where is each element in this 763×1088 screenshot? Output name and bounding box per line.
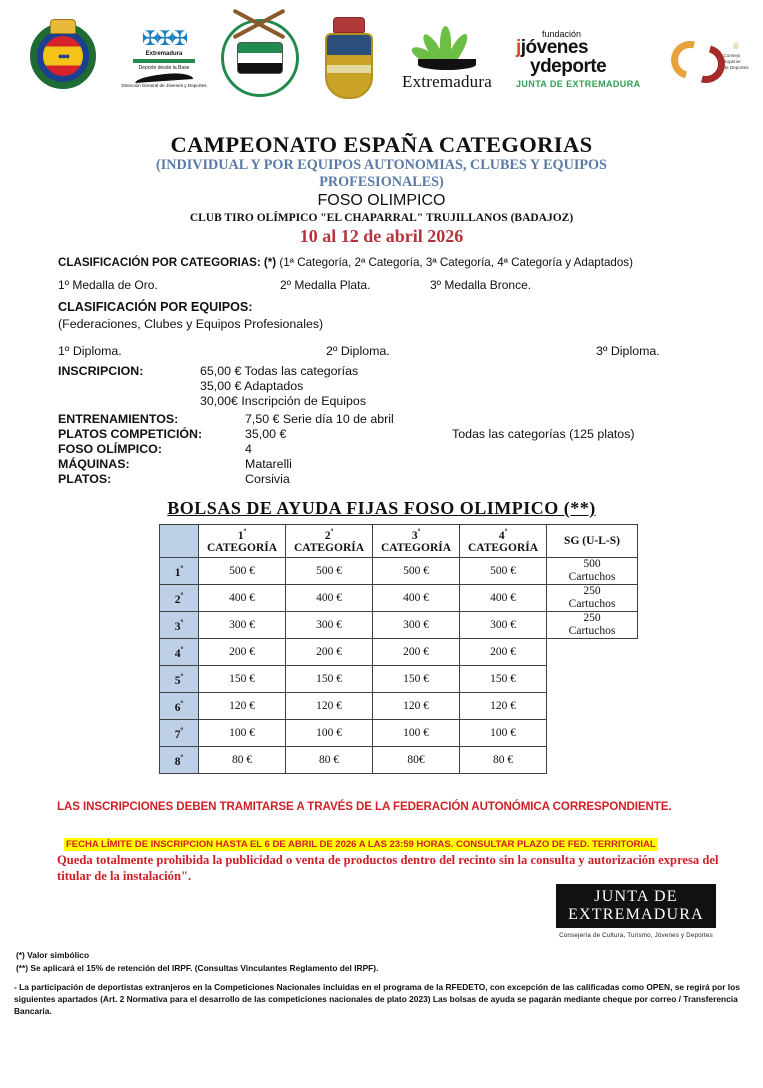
platos-competicion-note: Todas las categorías (125 platos) xyxy=(452,427,635,441)
dgd-line2: Deporte desde la Base xyxy=(138,65,190,72)
column-header-sg: SG (U-L-S) xyxy=(547,525,638,558)
prize-cell: 100 € xyxy=(373,720,460,747)
prize-cell: 80 € xyxy=(199,747,286,774)
row-position: $1^º$ xyxy=(160,558,199,585)
diplomas-row xyxy=(58,344,698,358)
prize-cell: 80 € xyxy=(286,747,373,774)
venue-title: CLUB TIRO OLÍMPICO "EL CHAPARRAL" TRUJILLANOS (BADAJOZ) xyxy=(189,212,574,224)
table-row xyxy=(160,747,638,774)
csd-swirl-icon xyxy=(671,39,717,73)
sg-cell-empty xyxy=(547,639,638,666)
foso-olimpico-value: 4 xyxy=(245,442,252,456)
prize-cell: 400 € xyxy=(199,585,286,612)
table-header-row xyxy=(160,525,638,558)
prize-cell: 500 € xyxy=(373,558,460,585)
footnote-3: - La participación de deportistas extranjeros en la Competiciones Nacionales incluidas en el programa de la RFEDETO, con excepción de las calificadas como OPEN, se regirá por los siguientes apartados (Art. 2 Normativa para el desarrollo de las competiciones nacionales de plato 2023) Las bolsas de ayuda se pagarán mediante cheque por correo / Transferencia Bancaria. xyxy=(14,982,740,1017)
extremadura-label: Extremadura xyxy=(402,72,492,91)
entrenamientos-value: 7,50 € Serie día 10 de abril xyxy=(245,412,394,426)
prize-cell: 400 € xyxy=(286,585,373,612)
row-position: $3^º$ xyxy=(160,612,199,639)
prize-cell: 150 € xyxy=(460,666,547,693)
inscripcion-value-1: 65,00 € Todas las categorías xyxy=(200,364,359,378)
fjd-line2: jjóvenes xyxy=(516,37,589,59)
table-row xyxy=(160,693,638,720)
table-row xyxy=(160,720,638,747)
prize-cell: 100 € xyxy=(286,720,373,747)
comite-olimpico-espanol-logo xyxy=(24,14,102,98)
sg-cell-empty xyxy=(547,666,638,693)
foso-olimpico-label: FOSO OLÍMPICO: xyxy=(58,442,162,456)
inscripcion-label: INSCRIPCION: xyxy=(58,364,144,378)
junta-title: JUNTA DE EXTREMADURA xyxy=(556,884,716,928)
olympic-rings-icon: ●●● xyxy=(57,50,69,61)
row-position: $4^º$ xyxy=(160,639,199,666)
crown-icon xyxy=(50,19,76,34)
table-row xyxy=(160,558,638,585)
diploma-second: 2º Diploma. xyxy=(326,344,390,358)
shield-icon xyxy=(325,33,373,99)
medal-bronze: 3º Medalla Bronce. xyxy=(430,278,532,292)
column-header-3: $3^ª$ CATEGORÍA xyxy=(373,525,460,558)
column-header-1: $1^ª$ CATEGORÍA xyxy=(199,525,286,558)
fjd-line3: ydeporte xyxy=(530,55,607,77)
prize-cell: 150 € xyxy=(373,666,460,693)
platos-value: Corsivia xyxy=(245,472,290,486)
prize-cell: 200 € xyxy=(199,639,286,666)
extremadura-brand-logo xyxy=(388,20,506,98)
club-escudo-logo xyxy=(318,12,380,104)
platos-label: PLATOS: xyxy=(58,472,112,486)
row-position: $2^º$ xyxy=(160,585,199,612)
table-row xyxy=(160,639,638,666)
prize-cell: 100 € xyxy=(460,720,547,747)
bolsas-de-ayuda-table xyxy=(159,524,638,774)
medals-row xyxy=(58,278,698,292)
prize-cell: 400 € xyxy=(460,585,547,612)
federation-notice: LAS INSCRIPCIONES DEBEN TRAMITARSE A TRAVÉS DE LA FEDERACIÓN AUTONÓMICA CORRESPONDIENTE. xyxy=(57,800,672,813)
deadline-highlight: FECHA LÍMITE DE INSCRIPCION HASTA EL 6 DE ABRIL DE 2026 A LAS 23:59 HORAS. CONSULTAR PLAZO DE FED. TERRITORIAL xyxy=(66,839,656,850)
junta-subtitle: Consejería de Cultura, Turismo, Jóvenes y Deportes xyxy=(559,932,713,939)
people-icon: ✠✠✠ xyxy=(141,28,187,51)
table-row xyxy=(160,612,638,639)
table-body xyxy=(160,525,638,774)
green-bar xyxy=(133,59,195,63)
dgd-line1: Extremadura xyxy=(145,51,183,58)
medal-gold: 1º Medalla de Oro. xyxy=(58,278,158,292)
prize-cell: 100 € xyxy=(199,720,286,747)
column-header-4: $4^ª$ CATEGORÍA xyxy=(460,525,547,558)
medal-silver: 2º Medalla Plata. xyxy=(280,278,371,292)
teams-classification-detail: (Federaciones, Clubes y Equipos Profesionales) xyxy=(58,317,324,331)
prize-cell: 80€ xyxy=(373,747,460,774)
table-corner-cell xyxy=(160,525,199,558)
prize-cell: 300 € xyxy=(373,612,460,639)
crown-icon xyxy=(333,17,365,33)
direccion-general-deportes-logo xyxy=(118,16,210,102)
prize-cell: 80 € xyxy=(460,747,547,774)
prize-cell: 120 € xyxy=(373,693,460,720)
row-position: $6^º$ xyxy=(160,693,199,720)
footnote-2: (**) Se aplicará el 15% de retención del IRPF. (Consultas Vinculantes Reglamento del IRPF). xyxy=(16,963,379,973)
prize-cell: 400 € xyxy=(373,585,460,612)
discipline-title: FOSO OLIMPICO xyxy=(317,192,446,209)
prize-cell: 150 € xyxy=(199,666,286,693)
event-dates: 10 al 12 de abril 2026 xyxy=(299,226,464,246)
sg-cell: 500 Cartuchos xyxy=(547,558,638,585)
sg-cell: 250 Cartuchos xyxy=(547,612,638,639)
prize-cell: 300 € xyxy=(460,612,547,639)
leaf-icon xyxy=(416,26,478,68)
fjd-line4: JUNTA DE EXTREMADURA xyxy=(516,78,641,89)
inscripcion-value-2: 35,00 € Adaptados xyxy=(200,379,304,393)
row-position: $7^º$ xyxy=(160,720,199,747)
prize-cell: 500 € xyxy=(460,558,547,585)
swoosh-icon xyxy=(135,72,193,83)
diploma-third: 3º Diploma. xyxy=(596,344,660,358)
prize-cell: 120 € xyxy=(286,693,373,720)
column-header-2: $2^ª$ CATEGORÍA xyxy=(286,525,373,558)
extremadura-flag-icon xyxy=(237,42,283,74)
prize-cell: 300 € xyxy=(199,612,286,639)
prize-cell: 200 € xyxy=(460,639,547,666)
dgd-line3: Dirección General de Jóvenes y Deportes xyxy=(121,83,207,89)
federacion-extremena-tiro-olimpico-logo xyxy=(212,14,308,102)
consejo-superior-deportes-logo xyxy=(662,28,758,84)
categories-label: CLASIFICACIÓN POR CATEGORIAS: (*) xyxy=(58,256,277,269)
sg-cell: 250 Cartuchos xyxy=(547,585,638,612)
csd-text: ♕ Consejo Superior de Deportes xyxy=(723,41,749,70)
sg-cell-empty xyxy=(547,693,638,720)
maquinas-value: Matarelli xyxy=(245,457,292,471)
prize-cell: 120 € xyxy=(199,693,286,720)
spanish-flag-disc-icon xyxy=(43,36,83,76)
fundacion-jovenes-y-deporte-logo xyxy=(516,20,656,98)
platos-competicion-value: 35,00 € xyxy=(245,427,287,441)
row-position: $5^º$ xyxy=(160,666,199,693)
page-title: CAMPEONATO ESPAÑA CATEGORIAS xyxy=(170,132,593,157)
maquinas-label: MÁQUINAS: xyxy=(58,457,130,471)
prize-cell: 500 € xyxy=(286,558,373,585)
teams-classification-heading: CLASIFICACIÓN POR EQUIPOS: xyxy=(58,300,253,314)
fjd-line1: fundación xyxy=(542,29,582,40)
table-title: BOLSAS DE AYUDA FIJAS FOSO OLIMPICO (**) xyxy=(167,498,596,518)
olympic-wreath-icon xyxy=(30,23,96,89)
crossed-rifles-icon xyxy=(230,13,290,35)
prize-cell: 500 € xyxy=(199,558,286,585)
entrenamientos-label: ENTRENAMIENTOS: xyxy=(58,412,179,426)
crown-icon: ♕ xyxy=(731,41,741,52)
prize-cell: 300 € xyxy=(286,612,373,639)
prize-cell: 200 € xyxy=(286,639,373,666)
advertising-prohibition-notice: Queda totalmente prohibida la publicidad o venta de productos dentro del recinto sin la consulta y autorización expresa del titular de la instalación". xyxy=(57,853,719,884)
row-position: $8^º$ xyxy=(160,747,199,774)
junta-de-extremadura-badge xyxy=(556,884,716,939)
sg-cell-empty xyxy=(547,747,638,774)
footnote-1: (*) Valor simbólico xyxy=(16,950,90,960)
logo-strip xyxy=(0,0,763,112)
inscripcion-value-3: 30,00€ Inscripción de Equipos xyxy=(200,394,367,408)
table-row xyxy=(160,666,638,693)
sg-cell-empty xyxy=(547,720,638,747)
prize-cell: 200 € xyxy=(373,639,460,666)
prize-cell: 120 € xyxy=(460,693,547,720)
platos-competicion-label: PLATOS COMPETICIÓN: xyxy=(58,427,203,441)
page-subtitle: (INDIVIDUAL Y POR EQUIPOS AUTONOMIAS, CLUBES Y EQUIPOS PROFESIONALES) xyxy=(156,157,607,190)
categories-detail: (1ª Categoría, 2ª Categoría, 3ª Categoría, 4ª Categoría y Adaptados) xyxy=(279,256,633,269)
table-row xyxy=(160,585,638,612)
prize-cell: 150 € xyxy=(286,666,373,693)
categories-classification-heading xyxy=(58,256,633,269)
federation-ring-icon xyxy=(221,19,299,97)
diploma-first: 1º Diploma. xyxy=(58,344,122,358)
